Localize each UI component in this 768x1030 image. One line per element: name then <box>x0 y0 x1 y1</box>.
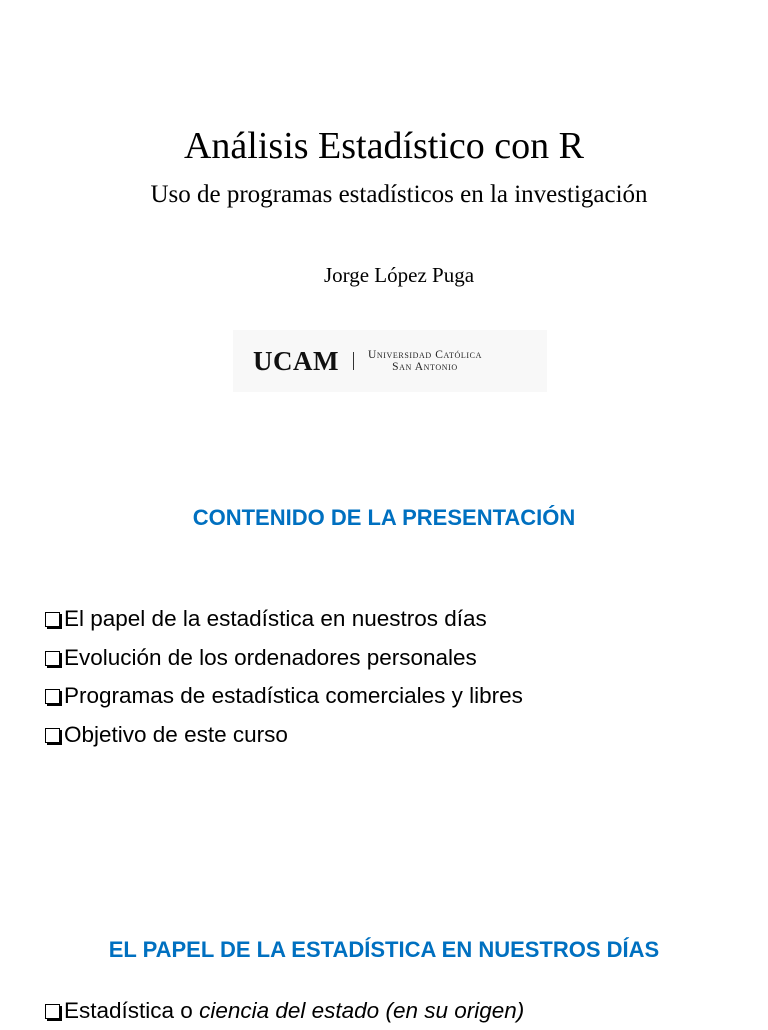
checkbox-bullet-icon <box>45 689 60 704</box>
list-item <box>45 600 523 639</box>
list-item-text: Evolución de los ordenadores personales <box>64 644 477 670</box>
list-item <box>45 639 523 678</box>
statistics-list <box>45 992 524 1030</box>
logo-mark: UCAM <box>253 345 339 376</box>
list-item <box>45 716 523 755</box>
contents-list <box>45 600 523 754</box>
ucam-logo <box>233 330 547 392</box>
contents-heading: CONTENIDO DE LA PRESENTACIÓN <box>192 505 576 530</box>
list-item-text: Programas de estadística comerciales y libres <box>64 683 523 708</box>
checkbox-bullet-icon <box>45 651 60 666</box>
list-item <box>45 992 524 1030</box>
checkbox-bullet-icon <box>45 612 60 627</box>
statistics-heading: EL PAPEL DE LA ESTADÍSTICA EN NUESTROS DÍAS <box>108 937 660 962</box>
list-item-prefix: Estadística o <box>64 998 200 1023</box>
list-item <box>45 677 523 716</box>
presentation-title: Análisis Estadístico con R <box>183 125 585 167</box>
checkbox-bullet-icon <box>45 728 60 743</box>
logo-text <box>368 349 482 373</box>
list-item-italic: ciencia del estado (en su origen) <box>199 998 525 1023</box>
list-item-text <box>64 992 524 1030</box>
logo-divider <box>353 352 354 370</box>
list-item-text: Objetivo de este curso <box>64 721 288 747</box>
author-name: Jorge López Puga <box>323 263 475 287</box>
logo-line-2: San Antonio <box>392 361 458 373</box>
checkbox-bullet-icon <box>45 1004 60 1019</box>
logo-line-1: Universidad Católica <box>367 349 482 361</box>
list-item-text: El papel de la estadística en nuestros días <box>64 606 487 631</box>
presentation-subtitle: Uso de programas estadísticos en la investigación <box>150 181 648 208</box>
